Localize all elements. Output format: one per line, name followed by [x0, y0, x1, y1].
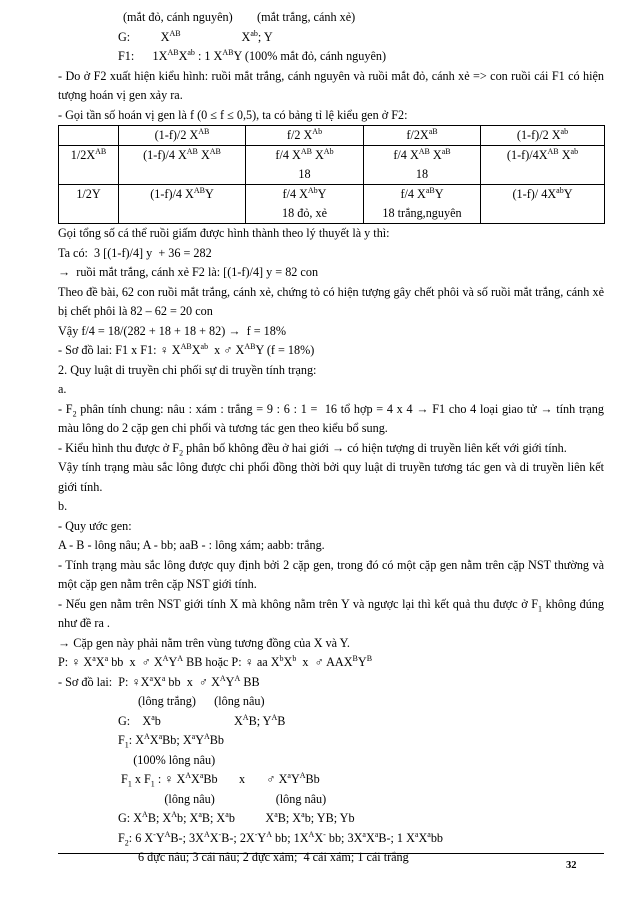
table-cell: 1/2Y: [59, 185, 119, 224]
table-cell: (1-f)/4 $X^{AB}$ $X^{AB}$: [119, 146, 246, 185]
text-line: - $F_2$ phân tính chung: nâu : xám : trắng = 9 : 6 : 1 = 16 tổ hợp = 4 x 4 → F1 cho 4 loại giao tử → tính trạng màu lông do 2 cặp gen chi phối và tương tác gen theo kiểu bổ sung.: [58, 401, 604, 435]
text-line: $F_1$: $X^AX^aBb$; $X^aY^ABb$: [118, 731, 225, 750]
text-line: F1: $1X^{AB}X^{ab}$ : 1 $X^{AB}Y$ (100% mắt đỏ, cánh nguyên): [118, 47, 387, 63]
text-line: (lông nâu) (lông nâu): [140, 791, 327, 806]
text-line: (mắt đỏ, cánh nguyên) (mắt trắng, cánh xẻ): [123, 10, 356, 24]
text-line: Vậy tính trạng màu sắc lông được chi phối đồng thời bởi quy luật di truyền tương tác gen và di truyền liên kết giới tính.: [58, 460, 604, 494]
table-cell: (1-f)/4 $X^{AB}Y$: [119, 185, 246, 224]
text-line: G: $X^AB$; $X^Ab$; $X^aB$; $X^ab$ $X^aB$; $X^ab$; YB; Yb: [118, 809, 355, 825]
text-line: 2. Quy luật di truyền chi phối sự di truyền tính trạng:: [58, 362, 317, 377]
table-cell: f/4 $X^{Ab}Y$ 18 đỏ, xẻ: [246, 185, 364, 224]
table-cell: (1-f)/2 $X^{ab}$: [481, 126, 605, 146]
text-line: Theo đề bài, 62 con ruồi mắt trắng, cánh xẻ, chứng tỏ có hiện tượng gây chết phôi và số ruồi mắt trắng, cánh xẻ bị chết phôi là 82 – 62 = 20 con: [58, 284, 604, 318]
table-cell: $f/2X^{aB}$: [364, 126, 481, 146]
text-line: - Kiểu hình thu được ở $F_2$ phân bố không đều ở hai giới → có hiện tượng di truyền liên kết với giới tính.: [58, 440, 567, 457]
text-line: (lông trắng) (lông nâu): [138, 694, 265, 708]
text-line: b.: [58, 499, 68, 513]
text-line: G: $X^ab$ $X^AB$; $Y^AB$: [118, 712, 286, 728]
text-line: - Gọi tần số hoán vị gen là f (0 ≤ f ≤ 0,5), ta có bảng tỉ lệ kiểu gen ở F2:: [58, 107, 408, 122]
text-line: $F_1$ x $F_1$ : ♀ $X^AX^aBb$ x ♂ $X^aY^ABb$: [118, 770, 320, 789]
footer-rule: [58, 853, 604, 854]
text-line: → Cặp gen này phải nằm trên vùng tương đồng của X và Y.: [58, 635, 350, 650]
page-number: 32: [566, 860, 577, 871]
text-line: a.: [58, 382, 67, 396]
table-header-row: [59, 126, 605, 146]
text-line: Ta có: 3 [(1-f)/4] y + 36 = 282: [58, 245, 212, 260]
text-line: G: $X^{AB}$ $X^{ab}$; Y: [118, 28, 273, 44]
table-cell: f/4 $X^{aB}Y$ 18 trắng,nguyên: [364, 185, 481, 224]
table-row: [59, 185, 605, 224]
text-line: Vậy f/4 = 18/(282 + 18 + 18 + 82) → f = 18%: [58, 323, 286, 338]
table-cell: (1-f)/ $4X^{ab}Y$: [481, 185, 605, 224]
table-cell: $1/2X^{AB}$: [59, 146, 119, 185]
text-line: - Sơ đồ lai: F1 x F1: ♀ $X^{AB}X^{ab}$ x ♂ $X^{AB}Y$ (f = 18%): [58, 341, 315, 357]
table-cell: f/4 $X^{AB}$ $X^{aB}$ 18: [364, 146, 481, 185]
text-line: (100% lông nâu): [118, 752, 216, 767]
document-page: [58, 8, 604, 868]
table-cell: f/4 $X^{AB}$ $X^{Ab}$ 18: [246, 146, 364, 185]
text-line: 6 đực nâu; 3 cái nâu; 2 đực xám; 4 cái xám; 1 cái trắng: [138, 850, 409, 864]
text-line: $F_2$: 6 $X^-Y^AB-$; $3X^AX^-B-$; $2X^-Y^A$ bb; $1X^AX^-$ bb; $3X^aX^aB-$; 1 $X^aX^abb$: [118, 829, 443, 847]
table-cell: (1-f)/2 $X^{AB}$: [119, 126, 246, 146]
text-line: - Nếu gen nằm trên NST giới tính X mà không nằm trên Y và ngược lại thì kết quả thu được ở $F_1$ không đúng như đề ra .: [58, 596, 604, 630]
text-line: - Tính trạng màu sắc lông được quy định bởi 2 cặp gen, trong đó có một cặp gen nằm trên cặp NST thường và một cặp gen nằm trên cặp NST giới tính.: [58, 557, 604, 591]
table-cell: [59, 126, 119, 146]
text-line: - Quy ước gen:: [58, 518, 132, 533]
text-line: → ruồi mắt trắng, cánh xẻ F2 là: [(1-f)/4] y = 82 con: [58, 265, 319, 279]
table-cell: f/2 $X^{Ab}$: [246, 126, 364, 146]
text-block-bottom: [58, 224, 604, 868]
text-line: - Do ở F2 xuất hiện kiểu hình: ruồi mắt trắng, cánh nguyên và ruồi mắt đỏ, cánh xẻ => con ruồi cái F1 có hiện tượng hoán vị gen xảy ra.: [58, 68, 604, 102]
text-block-top: [58, 8, 604, 125]
text-line: - Sơ đồ lai: P: $♀X^aX^a$ bb x ♂ $X^AY^A$ BB: [58, 673, 260, 689]
genotype-ratio-table: [58, 125, 605, 224]
text-line: Gọi tổng số cá thể ruồi giấm được hình thành theo lý thuyết là y thì:: [58, 226, 390, 240]
table-cell: $(1-f)/4X^{AB}$ $X^{ab}$: [481, 146, 605, 185]
text-line: A - B - lông nâu; A - bb; aaB - : lông xám; aabb: trắng.: [58, 538, 325, 552]
table-row: [59, 146, 605, 185]
text-line: P: ♀ $X^aX^a$ bb x ♂ $X^AY^A$ BB hoặc P: ♀ aa $X^bX^b$ x ♂ $AAX^BY^B$: [58, 653, 373, 669]
